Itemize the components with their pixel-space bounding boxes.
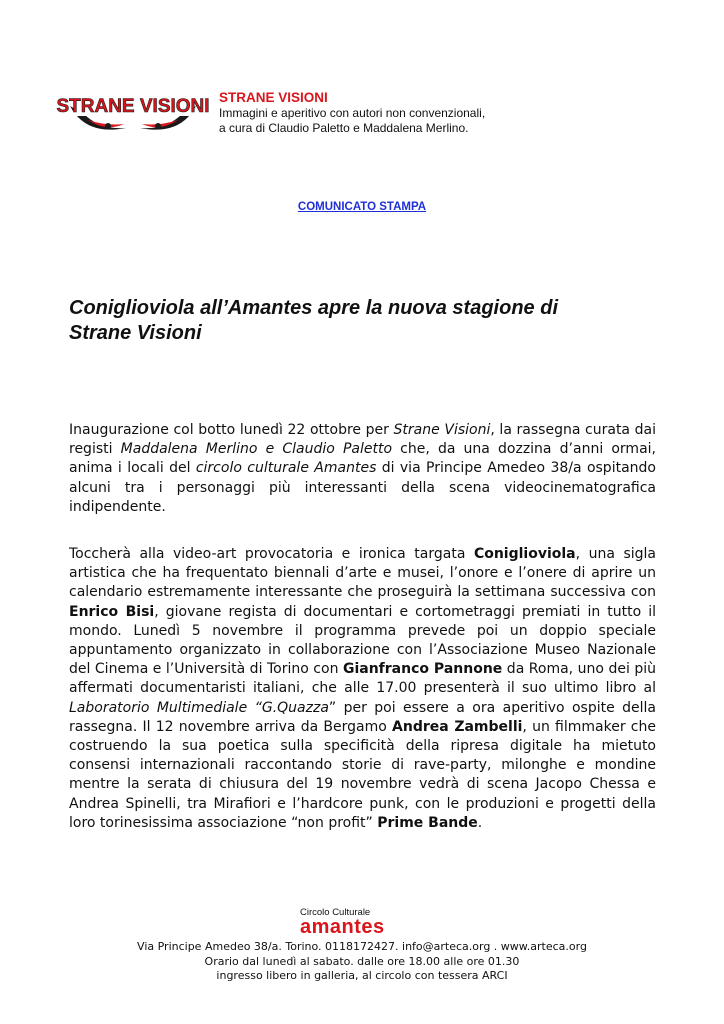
header-block	[219, 90, 485, 136]
amantes-logo-big: amantes	[300, 916, 385, 938]
amantes-logo-small: Circolo Culturale	[300, 907, 371, 918]
footer	[0, 940, 724, 984]
footer-address: Via Principe Amedeo 38/a. Torino. 0118172427. info@arteca.org . www.arteca.org	[137, 940, 587, 953]
p2-text: , giovane regista di documentari e cortometraggi premiati in tutto il mondo. Lunedì 5 novembre il programma prevede poi un doppio speciale appuntamento organizzato in collaborazione con l’Associazione Museo Nazionale del Cinema e l’Università di Torino con	[69, 603, 656, 678]
title-line2: Strane Visioni	[69, 322, 202, 344]
header-subtitle-line1: Immagini e aperitivo con autori non convenzionali,	[219, 106, 486, 120]
p2-text: Toccherà alla video-art provocatoria e ironica targata	[69, 546, 474, 562]
p2-bold-coniglioviola: Coniglioviola	[473, 546, 576, 562]
strane-visioni-logo	[56, 86, 210, 142]
p1-text: Inaugurazione col botto lunedì 22 ottobre per	[69, 422, 394, 438]
p2-bold-enrico-bisi: Enrico Bisi	[69, 603, 155, 620]
p2-bold-andrea-zambelli: Andrea Zambelli	[392, 718, 523, 735]
paragraph-2	[69, 545, 656, 833]
p1-italic-venue: circolo culturale Amantes	[195, 460, 377, 477]
p2-text: ” per poi essere a ora aperitivo ospite della rassegna. Il 12 novembre arriva da Bergamo	[69, 699, 657, 735]
press-release-link[interactable]: COMUNICATO STAMPA	[297, 201, 427, 213]
p1-text: di via Principe Amedeo 38/a ospitando alcuni tra i personaggi più interessanti della scena videocinematografica indipendente.	[69, 460, 656, 515]
header-subtitle-line2: a cura di Claudio Paletto e Maddalena Merlino.	[219, 121, 469, 135]
footer-hours: Orario dal lunedì al sabato. dalle ore 18.00 alle ore 01.30	[204, 954, 520, 968]
p1-italic-directors: Maddalena Merlino e Claudio Paletto	[120, 441, 393, 458]
p2-italic-laboratorio: Laboratorio Multimediale “G.Quazza	[69, 699, 329, 716]
title-line1: Coniglioviola all’Amantes apre la nuova stagione di	[69, 297, 558, 319]
p1-italic-series: Strane Visioni	[393, 422, 491, 438]
p1-text: che, da una dozzina d’anni ormai, anima i locali del	[69, 441, 656, 477]
logo-text: STRANE VISIONI	[56, 96, 210, 117]
press-release-label	[0, 201, 724, 213]
brand-title: STRANE VISIONI	[219, 90, 328, 105]
p2-text: .	[477, 814, 483, 831]
p1-text: , la rassegna curata dai registi	[69, 422, 656, 458]
amantes-logo	[300, 908, 410, 936]
p2-text: , una sigla artistica che ha frequentato biennali d’arte e musei, l’onore e l’onere di aprire un calendario estremamente interessante che proseguirà la settimana successiva con	[69, 546, 656, 601]
strane-visioni-logo-graphic	[56, 86, 210, 142]
p2-bold-prime-bande: Prime Bande	[377, 814, 478, 831]
p2-text: , un filmmaker che costruendo la sua poetica sulla specificità della ripresa digitale ha mietuto consensi internazionali raccontando storie di rave-party, milonghe e mondine mentre la serata di chiusura del 19 novembre vedrà di scena Jacopo Chessa e Andrea Spinelli, tra Mirafiori e l’hardcore punk, con le produzioni e progetti della loro torinesissima associazione “non profit”	[69, 718, 656, 831]
p2-text: da Roma, uno dei più affermati documentaristi italiani, che alle 17.00 presenterà il suo ultimo libro al	[69, 661, 657, 697]
document-title	[69, 296, 629, 346]
p2-bold-gianfranco-pannone: Gianfranco Pannone	[342, 661, 503, 678]
paragraph-1	[69, 421, 656, 517]
footer-entry: ingresso libero in galleria, al circolo con tessera ARCI	[216, 969, 508, 982]
